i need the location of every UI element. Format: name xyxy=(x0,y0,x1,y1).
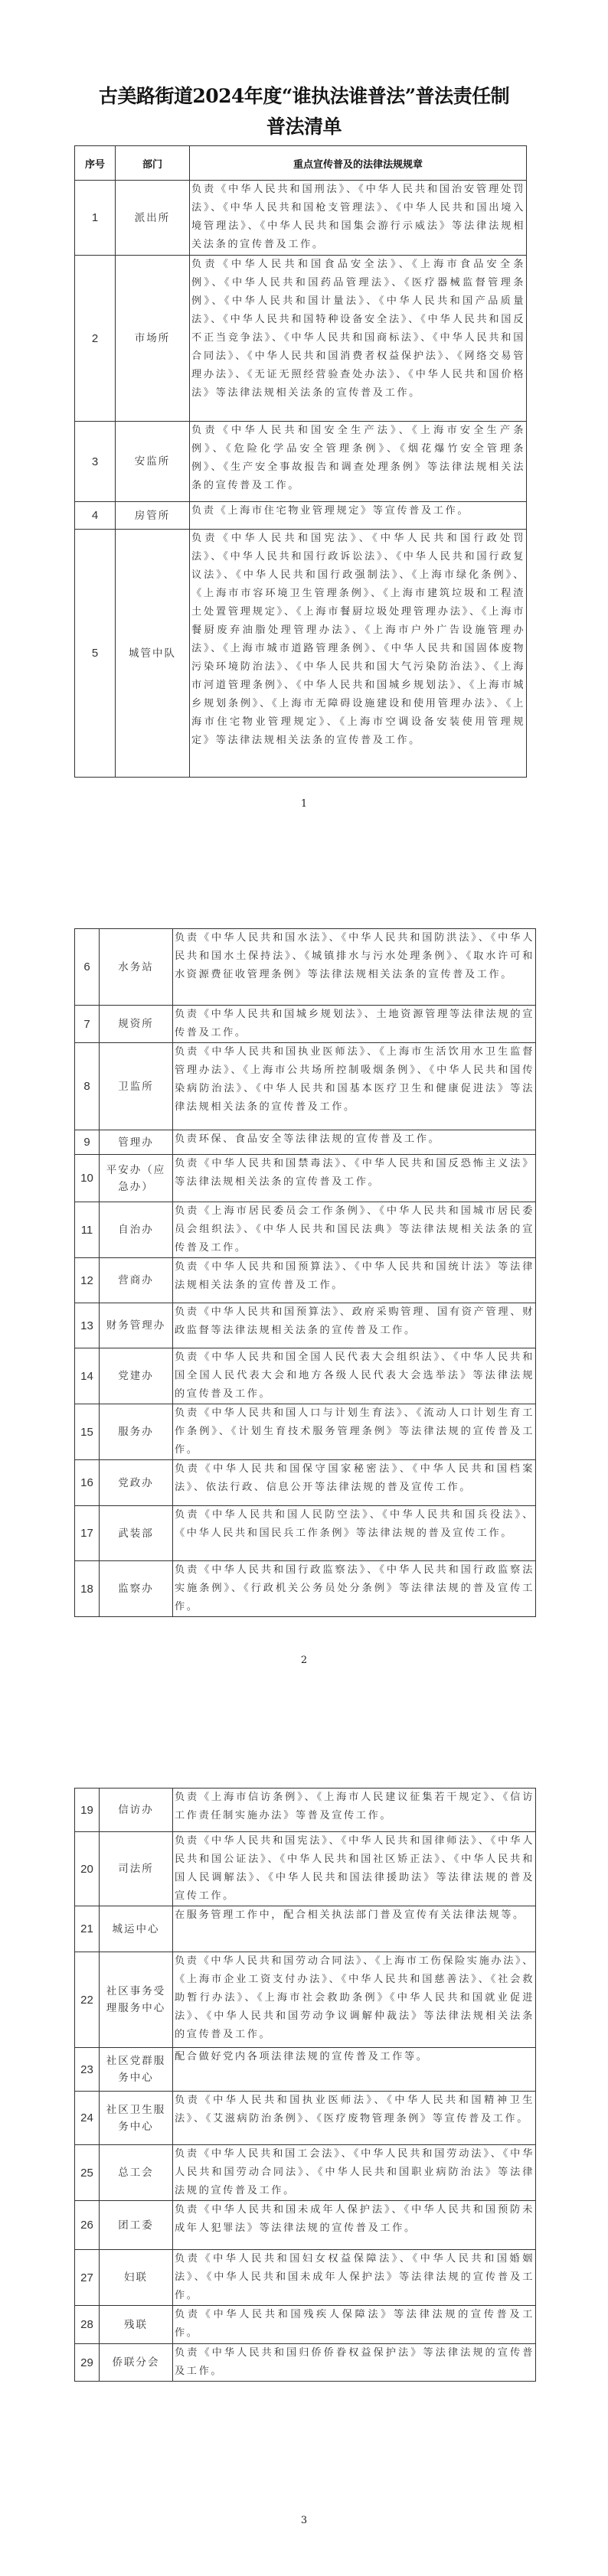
row-no: 26 xyxy=(75,2201,100,2250)
row-laws: 负责《中华人民共和国宪法》、《中华人民共和国律师法》、《中华人民共和国公证法》、《中华人民共和国社区矫正法》、《中华人民共和国人民调解法》、《中华人民共和国法律援助法》等法律法规的普及宣传工作。 xyxy=(173,1832,536,1906)
row-laws: 配合做好党内各项法律法规的宣传普及工作等。 xyxy=(173,2048,536,2092)
law-list-table-page-2 xyxy=(74,928,536,1617)
row-laws: 负责《中华人民共和国归侨侨眷权益保护法》等法律法规的宣传普及工作。 xyxy=(173,2344,536,2382)
row-no: 9 xyxy=(75,1130,100,1155)
row-laws: 负责《中华人民共和国人民防空法》、《中华人民共和国兵役法》、《中华人民共和国民兵工作条例》等法律法规的普及宣传工作。 xyxy=(173,1506,536,1561)
table-header-row xyxy=(75,146,527,181)
row-no: 14 xyxy=(75,1348,100,1404)
row-no: 21 xyxy=(75,1906,100,1952)
table-row xyxy=(75,2306,536,2344)
row-no: 10 xyxy=(75,1155,100,1202)
table-row xyxy=(75,2201,536,2250)
row-no: 4 xyxy=(75,502,116,530)
row-dept: 房管所 xyxy=(116,502,190,530)
row-no: 7 xyxy=(75,1006,100,1043)
table-row xyxy=(75,1832,536,1906)
table-row xyxy=(75,530,527,778)
row-dept: 司法所 xyxy=(100,1832,173,1906)
row-laws: 负责环保、食品安全等法律法规的宣传普及工作。 xyxy=(173,1130,536,1155)
row-laws: 负责《中华人民共和国行政监察法》、《中华人民共和国行政监察法实施条例》、《行政机关公务员处分条例》等法律法规的普及宣传工作。 xyxy=(173,1561,536,1617)
row-dept: 派出所 xyxy=(116,181,190,256)
table-row xyxy=(75,422,527,502)
row-no: 17 xyxy=(75,1506,100,1561)
row-no: 15 xyxy=(75,1404,100,1460)
table-row xyxy=(75,1561,536,1617)
document-title: 古美路街道2024年度“谁执法谁普法”普法责任制 xyxy=(98,85,510,107)
table-row xyxy=(75,1404,536,1460)
row-dept: 自治办 xyxy=(100,1202,173,1258)
row-no: 8 xyxy=(75,1043,100,1130)
row-no: 18 xyxy=(75,1561,100,1617)
row-no: 11 xyxy=(75,1202,100,1258)
row-dept: 社区党群服务中心 xyxy=(100,2048,173,2092)
row-no: 20 xyxy=(75,1832,100,1906)
row-no: 16 xyxy=(75,1460,100,1506)
row-no: 22 xyxy=(75,1952,100,2048)
table-row xyxy=(75,1906,536,1952)
table-row xyxy=(75,1348,536,1404)
row-dept: 监察办 xyxy=(100,1561,173,1617)
row-laws: 负责《上海市住宅物业管理规定》等宣传普及工作。 xyxy=(190,502,527,530)
table-row xyxy=(75,1202,536,1258)
table-row xyxy=(75,2344,536,2382)
row-dept: 规资所 xyxy=(100,1006,173,1043)
table-row xyxy=(75,1460,536,1506)
row-laws: 负责《中华人民共和国宪法》、《中华人民共和国行政处罚法》、《中华人民共和国行政诉讼法》、《中华人民共和国行政复议法》、《中华人民共和国行政强制法》、《上海市绿化条例》、《上海市市容环境卫生管理条例》、《上海市建筑垃圾和工程渣土处置管理规定》、《上海市餐厨垃圾处理管理办法》、《上海市餐厨废弃油脂处理管理办法》、《上海市户外广告设施管理办法》、《上海市城市道路管理条例》、《中华人民共和国固体废物污染环境防治法》、《中华人民共和国大气污染防治法》、《上海市河道管理条例》、《中华人民共和国城乡规划法》、《上海市城乡规划条例》、《上海市无障碍设施建设和使用管理办法》、《上海市住宅物业管理规定》、《上海市空调设备安装使用管理规定》等法律法规相关法条的宣传普及工作。 xyxy=(190,530,527,778)
table-row xyxy=(75,1130,536,1155)
row-dept: 平安办（应急办） xyxy=(100,1155,173,1202)
row-no: 12 xyxy=(75,1258,100,1303)
row-laws: 负责《中华人民共和国刑法》、《中华人民共和国治安管理处罚法》、《中华人民共和国枪支管理法》、《中华人民共和国出境入境管理法》、《中华人民共和国集会游行示威法》等法律法规相关法条的宣传普及工作。 xyxy=(190,181,527,256)
row-no: 3 xyxy=(75,422,116,502)
table-row xyxy=(75,181,527,256)
law-list-table-page-1 xyxy=(74,145,527,778)
row-dept: 卫监所 xyxy=(100,1043,173,1130)
row-dept: 残联 xyxy=(100,2306,173,2344)
row-laws: 负责《中华人民共和国食品安全法》、《上海市食品安全条例》、《中华人民共和国药品管理法》、《医疗器械监督管理条例》、《中华人民共和国计量法》、《中华人民共和国产品质量法》、《中华人民共和国特种设备安全法》、《中华人民共和国反不正当竞争法》、《中华人民共和国商标法》、《中华人民共和国合同法》、《中华人民共和国消费者权益保护法》、《网络交易管理办法》、《无证无照经营验查处办法》、《中华人民共和国价格法》等法律法规相关法条的宣传普及工作。 xyxy=(190,256,527,422)
row-laws: 负责《中华人民共和国安全生产法》、《上海市安全生产条例》、《危险化学品安全管理条例》、《烟花爆竹安全管理条例》、《生产安全事故报告和调查处理条例》等法律法规相关法条的宣传普及工作。 xyxy=(190,422,527,502)
page-number: 2 xyxy=(300,1655,308,1666)
row-no: 29 xyxy=(75,2344,100,2382)
row-dept: 水务站 xyxy=(100,929,173,1006)
row-no: 27 xyxy=(75,2250,100,2306)
table-row xyxy=(75,1043,536,1130)
row-dept: 城运中心 xyxy=(100,1906,173,1952)
row-dept: 武装部 xyxy=(100,1506,173,1561)
law-list-table-page-3 xyxy=(74,1788,536,2382)
row-no: 6 xyxy=(75,929,100,1006)
table-row xyxy=(75,1789,536,1832)
row-laws: 负责《中华人民共和国残疾人保障法》等法律法规的宣传普及工作。 xyxy=(173,2306,536,2344)
row-laws: 负责《中华人民共和国城乡规划法》、土地资源管理等法律法规的宣传普及工作。 xyxy=(173,1006,536,1043)
row-dept: 党政办 xyxy=(100,1460,173,1506)
row-laws: 负责《中华人民共和国水法》、《中华人民共和国防洪法》、《中华人民共和国水土保持法》、《城镇排水与污水处理条例》、《取水许可和水资源费征收管理条例》等法律法规相关法条的宣传普及工作。 xyxy=(173,929,536,1006)
row-no: 5 xyxy=(75,530,116,778)
row-laws: 负责《中华人民共和国全国人民代表大会组织法》、《中华人民共和国全国人民代表大会和地方各级人民代表大会选举法》等法律法规的宣传普及工作。 xyxy=(173,1348,536,1404)
row-dept: 社区事务受理服务中心 xyxy=(100,1952,173,2048)
table-row xyxy=(75,929,536,1006)
row-laws: 负责《中华人民共和国预算法》、《中华人民共和国统计法》等法律法规相关法条的宣传普及工作。 xyxy=(173,1258,536,1303)
document-subtitle: 普法清单 xyxy=(266,116,342,138)
table-row xyxy=(75,2092,536,2145)
page-number: 1 xyxy=(300,798,308,810)
row-no: 1 xyxy=(75,181,116,256)
row-laws: 负责《上海市居民委员会工作条例》、《中华人民共和国城市居民委员会组织法》、《中华人民共和国民法典》等法律法规相关法条的宣传普及工作。 xyxy=(173,1202,536,1258)
table-row xyxy=(75,1006,536,1043)
row-no: 25 xyxy=(75,2145,100,2201)
row-laws: 负责《上海市信访条例》、《上海市人民建议征集若干规定》、《信访工作责任制实施办法》等普及宣传工作。 xyxy=(173,1789,536,1832)
table-row xyxy=(75,1303,536,1348)
header-dept: 部门 xyxy=(116,146,190,181)
table-row xyxy=(75,1258,536,1303)
row-no: 23 xyxy=(75,2048,100,2092)
row-dept: 信访办 xyxy=(100,1789,173,1832)
table-row xyxy=(75,256,527,422)
table-row xyxy=(75,2048,536,2092)
row-dept: 安监所 xyxy=(116,422,190,502)
table-row xyxy=(75,2145,536,2201)
row-dept: 党建办 xyxy=(100,1348,173,1404)
table-row xyxy=(75,1155,536,1202)
row-laws: 负责《中华人民共和国禁毒法》、《中华人民共和国反恐怖主义法》等法律法规相关法条的宣传普及工作。 xyxy=(173,1155,536,1202)
row-no: 13 xyxy=(75,1303,100,1348)
row-laws: 负责《中华人民共和国劳动合同法》、《上海市工伤保险实施办法》、《上海市企业工资支付办法》、《中华人民共和国慈善法》、《社会救助暂行办法》、《上海市社会救助条例》《中华人民共和国就业促进法》、《中华人民共和国劳动争议调解仲裁法》等法律法规相关法条的宣传普及工作。 xyxy=(173,1952,536,2048)
row-dept: 营商办 xyxy=(100,1258,173,1303)
row-laws: 负责《中华人民共和国人口与计划生育法》、《流动人口计划生育工作条例》、《计划生育技术服务管理条例》等法律法规的宣传普及工作。 xyxy=(173,1404,536,1460)
table-row xyxy=(75,2250,536,2306)
row-laws: 负责《中华人民共和国未成年人保护法》、《中华人民共和国预防未成年人犯罪法》等法律法规的宣传普及工作。 xyxy=(173,2201,536,2250)
row-dept: 服务办 xyxy=(100,1404,173,1460)
row-dept: 妇联 xyxy=(100,2250,173,2306)
row-no: 24 xyxy=(75,2092,100,2145)
row-laws: 负责《中华人民共和国保守国家秘密法》、《中华人民共和国档案法》、依法行政、信息公开等法律法规的普及宣传工作。 xyxy=(173,1460,536,1506)
row-dept: 财务管理办 xyxy=(100,1303,173,1348)
row-dept: 市场所 xyxy=(116,256,190,422)
row-dept: 管理办 xyxy=(100,1130,173,1155)
page-number: 3 xyxy=(300,2515,308,2526)
row-no: 2 xyxy=(75,256,116,422)
table-row xyxy=(75,1506,536,1561)
row-laws: 在服务管理工作中，配合相关执法部门普及宣传有关法律法规等。 xyxy=(173,1906,536,1952)
row-laws: 负责《中华人民共和国执业医师法》、《上海市生活饮用水卫生监督管理办法》、《上海市公共场所控制吸烟条例》、《中华人民共和国传染病防治法》、《中华人民共和国基本医疗卫生和健康促进法》等法律法规相关法条的宣传普及工作。 xyxy=(173,1043,536,1130)
row-no: 19 xyxy=(75,1789,100,1832)
row-dept: 城管中队 xyxy=(116,530,190,778)
row-laws: 负责《中华人民共和国妇女权益保障法》、《中华人民共和国婚姻法》、《中华人民共和国未成年人保护法》等法律法规的宣传普及工作。 xyxy=(173,2250,536,2306)
row-dept: 团工委 xyxy=(100,2201,173,2250)
row-laws: 负责《中华人民共和国执业医师法》、《中华人民共和国精神卫生法》、《艾滋病防治条例》、《医疗废物管理条例》等宣传普及工作。 xyxy=(173,2092,536,2145)
row-laws: 负责《中华人民共和国工会法》、《中华人民共和国劳动法》、《中华人民共和国劳动合同法》、《中华人民共和国职业病防治法》等法律法规的宣传普及工作。 xyxy=(173,2145,536,2201)
row-dept: 总工会 xyxy=(100,2145,173,2201)
header-no: 序号 xyxy=(75,146,116,181)
row-no: 28 xyxy=(75,2306,100,2344)
row-dept: 社区卫生服务中心 xyxy=(100,2092,173,2145)
header-laws: 重点宣传普及的法律法规规章 xyxy=(190,146,527,181)
row-dept: 侨联分会 xyxy=(100,2344,173,2382)
row-laws: 负责《中华人民共和国预算法》、政府采购管理、国有资产管理、财政监督等法律法规相关法条的宣传普及工作。 xyxy=(173,1303,536,1348)
table-row xyxy=(75,502,527,530)
table-row xyxy=(75,1952,536,2048)
